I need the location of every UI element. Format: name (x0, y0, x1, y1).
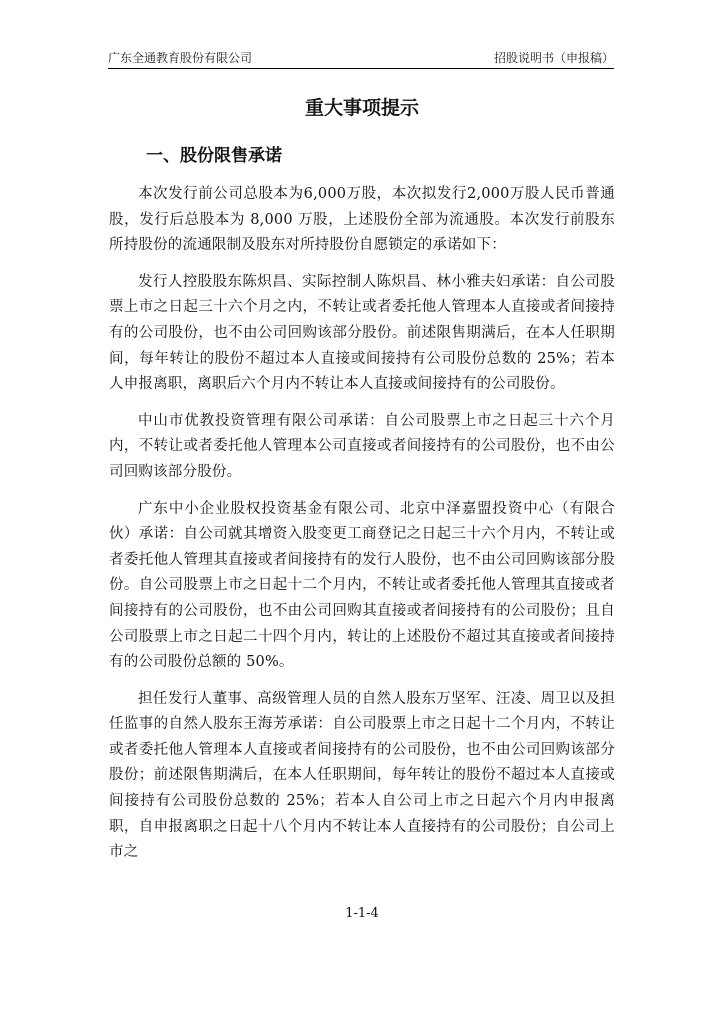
page-header (108, 50, 614, 69)
page-title: 重大事项提示 (304, 97, 419, 119)
paragraph-directors-supervisors: 担任发行人董事、高级管理人员的自然人股东万坚军、汪凌、周卫以及担任监事的自然人股东王海芳承诺：自公司股票上市之日起十二个月内，不转让或者委托他人管理本人直接或者间接持有的公司股份，也不由公司回购该部分股份；前述限售期满后，在本人任职期间，每年转让的股份不超过本人直接或间接持有公司股份总数的 25%；若本人自公司上市之日起六个月内申报离职，自申报离职之日起十八个月内不转让本人直接持有的公司股份；自公司上市之 (109, 690, 615, 861)
company-name: 广东全通教育股份有限公司 (108, 51, 253, 65)
document-body (109, 182, 615, 877)
paragraph-zhongshan-youjiao: 中山市优教投资管理有限公司承诺：自公司股票上市之日起三十六个月内，不转让或者委托他人管理本公司直接或者间接持有的公司股份，也不由公司回购该部分股份。 (109, 412, 615, 480)
document-type: 招股说明书（申报稿） (493, 51, 614, 65)
page-number: 1-1-4 (345, 906, 379, 921)
paragraph-controlling-shareholder: 发行人控股股东陈炽昌、实际控制人陈炽昌、林小雅夫妇承诺：自公司股票上市之日起三十六个月之内，不转让或者委托他人管理本人直接或者间接持有的公司股份，也不由公司回购该部分股份。前述限售期满后，在本人任职期间，每年转让的股份不超过本人直接或间接持有公司股份总数的 25%；若本人申报离职，离职后六个月内不转让本人直接或间接持有的公司股份。 (109, 273, 615, 393)
paragraph-share-capital: 本次发行前公司总股本为6,000万股，本次拟发行2,000万股人民币普通股，发行后总股本为 8,000 万股，上述股份全部为流通股。本次发行前股东所持股份的流通限制及股东对所持股份自愿锁定的承诺如下： (109, 186, 615, 254)
paragraph-investment-funds: 广东中小企业股权投资基金有限公司、北京中泽嘉盟投资中心（有限合伙）承诺：自公司就其增资入股变更工商登记之日起三十六个月内，不转让或者委托他人管理其直接或者间接持有的发行人股份，也不由公司回购该部分股份。自公司股票上市之日起十二个月内，不转让或者委托他人管理其直接或者间接持有的公司股份，也不由公司回购其直接或者间接持有的公司股份；且自公司股票上市之日起二十四个月内，转让的上述股份不超过其直接或者间接持有的公司股份总额的 50%。 (109, 500, 615, 671)
section-heading: 一、股份限售承诺 (146, 146, 282, 166)
